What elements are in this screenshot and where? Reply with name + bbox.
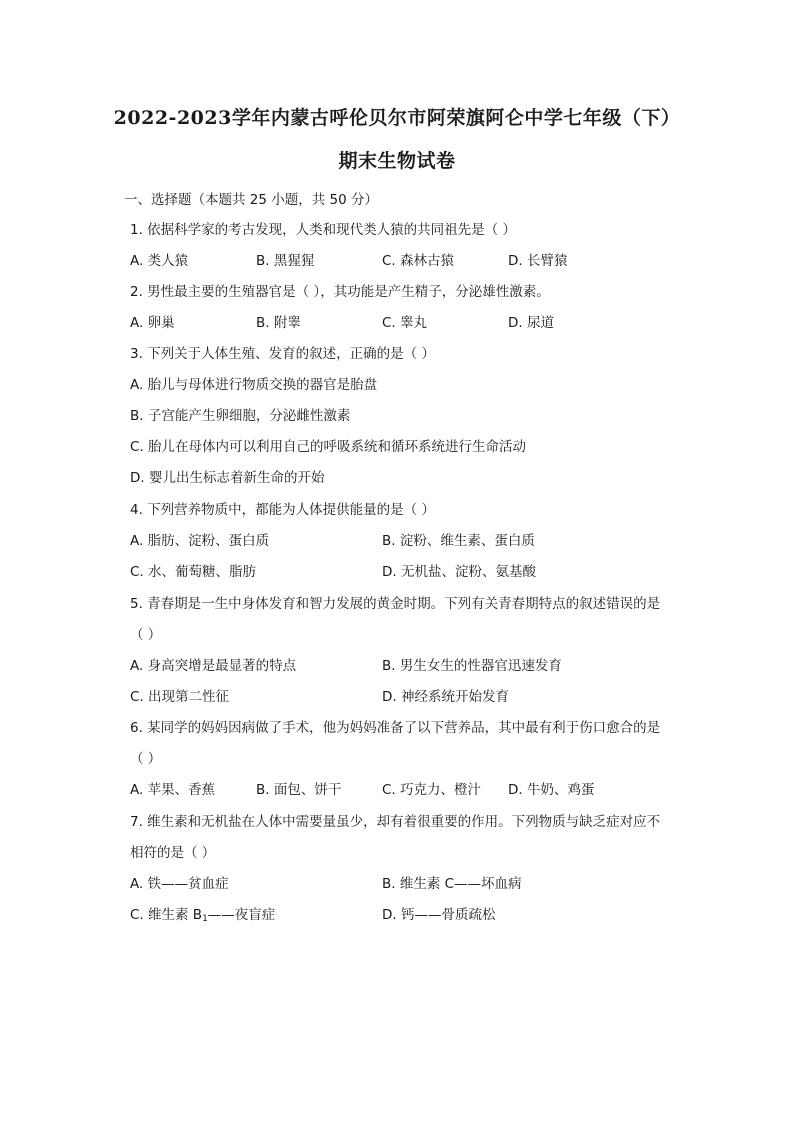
question-6-option-d: D. 牛奶、鸡蛋	[508, 782, 595, 798]
question-5-option-c: C. 出现第二性征	[130, 689, 230, 705]
question-7-option-d: D. 钙——骨质疏松	[382, 907, 496, 923]
exam-title-line2: 期末生物试卷	[338, 150, 456, 172]
question-2-option-a: A. 卵巢	[130, 315, 175, 331]
question-7-stem: 7. 维生素和无机盐在人体中需要量虽少，却有着很重要的作用。下列物质与缺乏症对应不	[130, 814, 661, 830]
question-5-option-a: A. 身高突增是最显著的特点	[130, 658, 297, 674]
question-1-option-a: A. 类人猿	[130, 253, 189, 269]
question-1-option-b: B. 黑猩猩	[256, 253, 315, 269]
question-3-option-d: D. 婴儿出生标志着新生命的开始	[130, 470, 325, 486]
question-1-option-c: C. 森林古猿	[382, 253, 455, 269]
question-7-option-a: A. 铁——贫血症	[130, 876, 229, 892]
question-7-option-c-subscript: 1	[202, 914, 208, 924]
question-3-option-a: A. 胎儿与母体进行物质交换的器官是胎盘	[130, 377, 378, 393]
question-4-option-b: B. 淀粉、维生素、蛋白质	[382, 533, 535, 549]
question-7-option-c-tail: ——夜盲症	[207, 907, 276, 923]
question-2-option-b: B. 附睾	[256, 315, 301, 331]
question-6-stem: 6. 某同学的妈妈因病做了手术，他为妈妈准备了以下营养品，其中最有利于伤口愈合的是	[130, 720, 661, 736]
question-7-option-b: B. 维生素 C——坏血病	[382, 876, 522, 892]
question-5-stem: 5. 青春期是一生中身体发育和智力发展的黄金时期。下列有关青春期特点的叙述错误的是	[130, 596, 661, 612]
question-4-option-a: A. 脂肪、淀粉、蛋白质	[130, 533, 270, 549]
question-6-stem-cont: （ ）	[130, 751, 162, 767]
question-5-option-b: B. 男生女生的性器官迅速发育	[382, 658, 562, 674]
question-4-option-c: C. 水、葡萄糖、脂肪	[130, 564, 257, 580]
question-2-stem: 2. 男性最主要的生殖器官是（ ），其功能是产生精子，分泌雄性激素。	[130, 284, 550, 300]
section-heading: 一、选择题（本题共 25 小题，共 50 分）	[124, 192, 379, 208]
question-2-option-c: C. 睾丸	[382, 315, 428, 331]
question-1-stem: 1. 依据科学家的考古发现，人类和现代类人猿的共同祖先是（ ）	[130, 222, 516, 238]
question-6-option-a: A. 苹果、香蕉	[130, 782, 216, 798]
question-7-option-c	[130, 903, 275, 924]
question-7-stem-cont: 相符的是（ ）	[130, 845, 216, 861]
question-3-option-c: C. 胎儿在母体内可以利用自己的呼吸系统和循环系统进行生命活动	[130, 439, 527, 455]
question-6-option-b: B. 面包、饼干	[256, 782, 342, 798]
question-3-option-b: B. 子宫能产生卵细胞，分泌雌性激素	[130, 408, 351, 424]
question-7-option-c-text: C. 维生素 B	[130, 907, 203, 923]
question-4-option-d: D. 无机盐、淀粉、氨基酸	[382, 564, 536, 580]
question-1-option-d: D. 长臂猿	[508, 253, 568, 269]
question-4-stem: 4. 下列营养物质中，都能为人体提供能量的是（ ）	[130, 502, 435, 518]
exam-title-line1: 2022-2023学年内蒙古呼伦贝尔市阿荣旗阿仑中学七年级（下）	[113, 107, 681, 129]
question-5-stem-cont: （ ）	[130, 627, 162, 643]
question-3-stem: 3. 下列关于人体生殖、发育的叙述，正确的是（ ）	[130, 346, 435, 362]
question-5-option-d: D. 神经系统开始发育	[382, 689, 509, 705]
question-2-option-d: D. 尿道	[508, 315, 554, 331]
question-6-option-c: C. 巧克力、橙汁	[382, 782, 482, 798]
